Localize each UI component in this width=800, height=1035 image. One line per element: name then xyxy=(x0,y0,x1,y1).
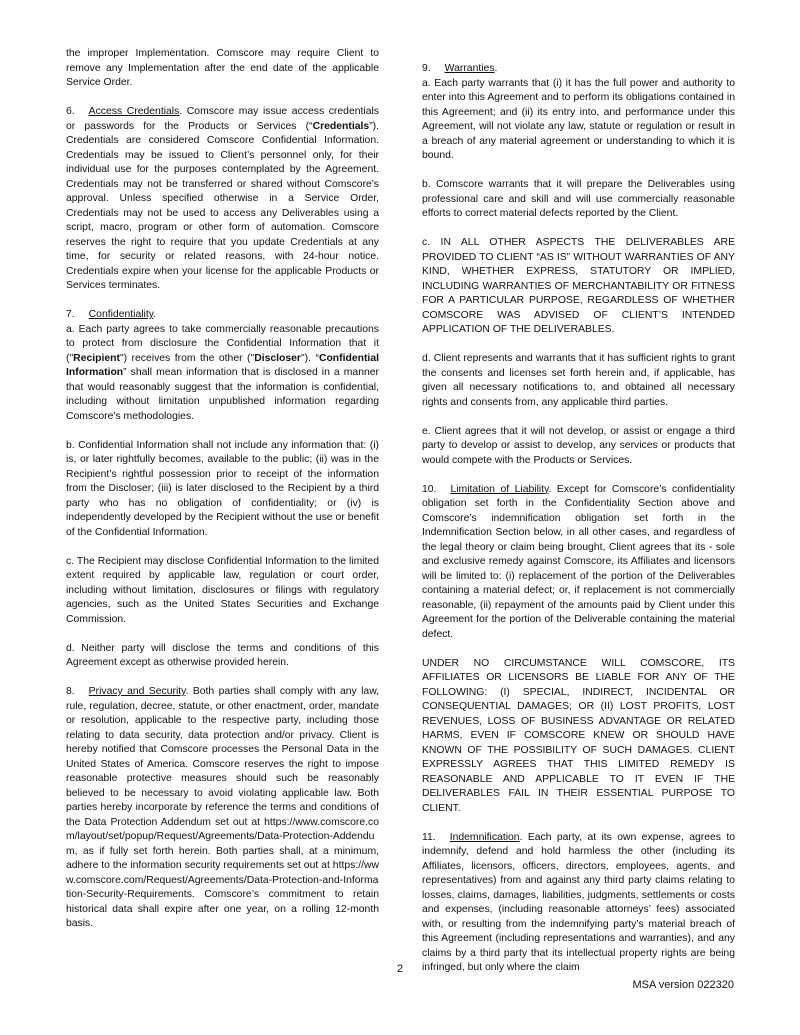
section-title-confidentiality: Confidentiality xyxy=(88,309,154,320)
section-access-credentials: 6. Access Credentials. Comscore may issue access credentials or passwords for the Products or Services (“Credentials”). Credentials are considered Comscore Confidential Information. Credentials may be issued to Client’s personnel only, for their individual use for the purposes contemplated by the Agreement. Credentials may not be transferred or shared without Comscore's approval. Unless specified otherwise in a Service Order, Credentials may not be used to access any Deliverables using a script, macro, program or other form of automation. Comscore reserves the right to require that you update Credentials at any time, for security or related reasons, with 24-hour notice. Credentials expire when your license for the applicable Products or Services terminates. xyxy=(66,106,379,291)
clause-7d: d. Neither party will disclose the terms and conditions of this Agreement except as otherwise provided herein. xyxy=(66,642,379,668)
section-title-warranties: Warranties xyxy=(444,63,495,74)
section-title-access-credentials: Access Credentials xyxy=(88,106,180,117)
clause-7c: c. The Recipient may disclose Confidential Information to the limited extent required by applicable law, regulation or court order, including without limitation, disclosures or filings with regulatory agencies, such as the United States Securities and Exchange Commission. xyxy=(66,555,379,625)
clause-7b: b. Confidential Information shall not include any information that: (i) is, or later rightfully becomes, available to the public; (ii) was in the Recipient’s rightful possession prior to receipt of the information from the Discloser; (iii) is later disclosed to the Recipient by a third party who has no obligation of confidentiality; or (iv) is independently developed by the Recipient without the use or benefit of the Confidential Information. xyxy=(66,439,379,538)
clause-9e: e. Client agrees that it will not develop, or assist or engage a third party to develop or assist to develop, any services or products that would compete with the Products or Services. xyxy=(422,425,735,466)
defined-term-confidential-information: Confidential Information xyxy=(66,352,379,378)
clause-9b: b. Comscore warrants that it will prepare the Deliverables using professional care and skill and will use commercially reasonable efforts to correct material defects reported by the Client. xyxy=(422,179,735,219)
clause-9a: a. Each party warrants that (i) it has the full power and authority to enter into this Agreement and to perform its obligations contained in this Agreement; and (ii) its entry into, and performance under this Agreement, will not violate any law, statute or regulation or result in a breach of any material agreement or understanding to which it is bound. xyxy=(422,77,735,161)
url-security-requirements[interactable]: https://www.comscore.com/Request/Agreements/Data-Protection-and-Information-Security-Requirements xyxy=(66,860,379,900)
section-indemnification: 11. Indemnification. Each party, at its own expense, agrees to indemnify, defend and hold harmless the other (including its Affiliates, licensors, officers, directors, employees, agents, and representatives) from and against any third party claims relating to losses, claims, damages, liabilities, judgments, settlements or costs and expenses, (including reasonable attorneys’ fees) associated with, or resulting from the indemnifying party’s material breach of this Agreement (including representations and warranties), and any claims by a third party that its intellectual property rights are being infringed, but only where the claim xyxy=(422,831,735,973)
document-version: MSA version 022320 xyxy=(632,979,734,991)
section-title-indemnification: Indemnification xyxy=(449,831,520,843)
section-title-privacy-security: Privacy and Security xyxy=(88,686,186,697)
section-title-limitation-of-liability: Limitation of Liability xyxy=(450,483,549,495)
paragraph-continuation: the improper Implementation. Comscore may require Client to remove any Implementation after the end date of the applicable Service Order. xyxy=(66,48,379,88)
defined-term-credentials: Credentials xyxy=(312,120,370,132)
section-privacy-security: 8. Privacy and Security. Both parties shall comply with any law, rule, regulation, decree, statute, or other enactment, order, mandate or resolution, applicable to the respective party, including those relating to data security, data protection and/or privacy. Client is hereby notified that Comscore processes the Personal Data in the United States of America. Comscore reserves the right to impose reasonable protective measures should such be reasonably believed to be necessary to avoid violating applicable law. Both parties hereby incorporate by reference the terms and conditions of the Data Protection Addendum set out at https://www.comscore.com/layout/set/popup/Request/Agreements/Data-Protection-Addendum, as if fully set forth herein. Both parties shall, at a minimum, adhere to the information security requirements set out at https://www.comscore.com/Request/Agreements/Data-Protection-and-Information-Security-Requirements. Comscore’s commitment to retain historical data shall expire after one year, on a rolling 12-month basis. xyxy=(66,686,380,929)
clause-9c: c. IN ALL OTHER ASPECTS THE DELIVERABLES ARE PROVIDED TO CLIENT “AS IS” WITHOUT WARRANTIES OF ANY KIND, WHETHER EXPRESS, STATUTORY OR IMPLIED, INCLUDING WARRANTIES OF MERCHANTABILITY OR FITNESS FOR A PARTICULAR PURPOSE, REGARDLESS OF WHETHER COMSCORE WAS ADVISED OF CLIENT’S INTENDED APPLICATION OF THE DELIVERABLES. xyxy=(422,237,735,335)
section-confidentiality-heading: 7. Confidentiality. xyxy=(66,309,157,320)
defined-term-recipient: Recipient xyxy=(73,352,120,364)
clause-7a: a. Each party agrees to take commercially reasonable precautions to protect from disclosure the Confidential Information that it ("Recipient") receives from the other ("Discloser"). “Confidential Information” shall mean information that is disclosed in a manner that would reasonably suggest that the information is confidential, including without limitation unpublished information regarding Comscore’s methodologies. xyxy=(66,323,379,422)
defined-term-discloser: Discloser xyxy=(254,352,301,364)
left-column xyxy=(66,47,379,946)
section-limitation-of-liability: 10. Limitation of Liability. Except for Comscore’s confidentiality obligation set forth in the Confidentiality Section above and Comscore’s indemnification obligation set forth in the Indemnification Section below, in all other cases, and regardless of the legal theory or claim being brought, Client agrees that its - sole and exclusive remedy against Comscore, its Affiliates and licensors will be limited to: (i) replacement of the portion of the Deliverables containing a material defect; or, if replacement is not commercially reasonable, (ii) repayment of the amounts paid by Client under this Agreement for the portion of the Deliverable containing the material defect. xyxy=(422,483,735,640)
right-column xyxy=(422,62,735,976)
clause-10-caps: UNDER NO CIRCUMSTANCE WILL COMSCORE, ITS AFFILIATES OR LICENSORS BE LIABLE FOR ANY OF THE FOLLOWING: (I) SPECIAL, INDIRECT, INCIDENTAL OR CONSEQUENTIAL DAMAGES; OR (II) LOST PROFITS, LOST REVENUES, LOSS OF BUSINESS ADVANTAGE OR RELATED HARMS, EVEN IF COMSCORE KNEW OR SHOULD HAVE KNOWN OF THE POSSIBILITY OF SUCH DAMAGES. CLIENT EXPRESSLY AGREES THAT THIS LIMITED REMEDY IS REASONABLE AND APPLICABLE TO IT EVEN IF THE DELIVERABLES FAIL IN THEIR ESSENTIAL PURPOSE TO CLIENT. xyxy=(422,657,735,814)
page-number: 2 xyxy=(396,963,404,975)
section-warranties-heading: 9. Warranties. xyxy=(422,63,498,74)
clause-9d: d. Client represents and warrants that it has sufficient rights to grant the consents and licenses set forth herein and, if applicable, has given all necessary notifications to, and obtained all necessary rights and consents from, any applicable third parties. xyxy=(422,353,735,408)
url-data-protection-addendum[interactable]: https://www.comscore.com/layout/set/popup/Request/Agreements/Data-Protection-Addendum xyxy=(66,816,379,857)
